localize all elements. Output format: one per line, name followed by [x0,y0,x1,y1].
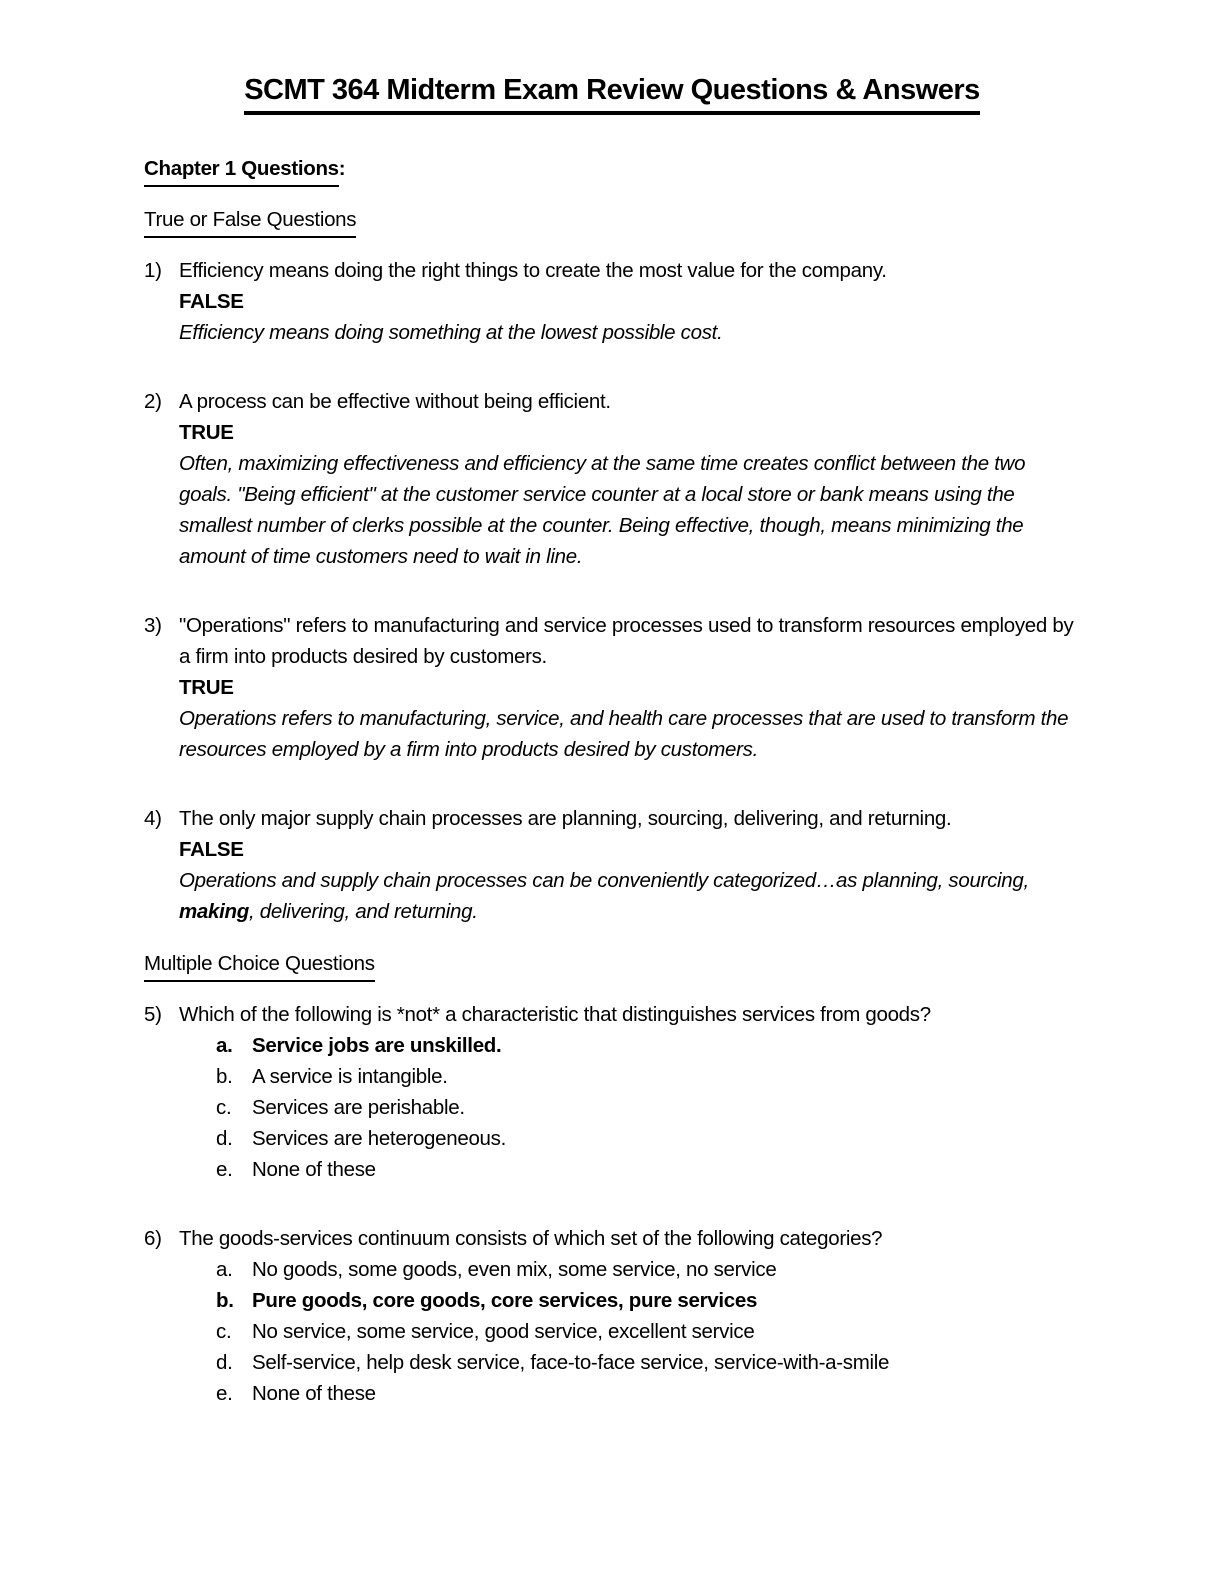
question-text: "Operations" refers to manufacturing and service processes used to transform resources employed by a firm into products desired by customers. [179,614,1074,668]
question-explanation [179,865,1080,927]
question-number: 4) [144,807,162,830]
question-6 [144,1223,1080,1409]
options-list [216,1030,1080,1185]
question-3 [144,610,1080,765]
explanation-part: Often, maximizing effectiveness and efficiency at the same time creates conflict between the two goals. "Being efficient" at the customer service counter at a local store or bank means using the smallest number of clerks possible at the counter. Being effective, though, means minimizing the amount of time customers need to wait in line. [179,452,1026,568]
question-body [179,1223,1080,1409]
option-letter: c. [216,1096,232,1119]
question-text: The goods-services continuum consists of which set of the following categories? [179,1227,883,1250]
section-1 [144,204,1080,927]
question-body [179,999,1080,1185]
question-answer: FALSE [179,838,244,861]
question-text: The only major supply chain processes are planning, sourcing, delivering, and returning. [179,807,952,830]
option-letter: c. [216,1320,232,1343]
question-text: Which of the following is *not* a characteristic that distinguishes services from goods? [179,1003,931,1026]
question-body [179,803,1080,927]
question-body [179,255,1080,348]
question-number: 1) [144,259,162,282]
explanation-part: Operations refers to manufacturing, service, and health care processes that are used to transform the resources employed by a firm into products desired by customers. [179,707,1069,761]
option-text: Pure goods, core goods, core services, pure services [252,1289,758,1312]
option-text: A service is intangible. [252,1065,448,1088]
option-letter: e. [216,1158,233,1181]
question-answer: TRUE [179,676,234,699]
option-a [216,1030,1080,1061]
chapter-heading-colon: : [338,157,346,180]
option-c [216,1316,1080,1347]
explanation-part: , delivering, and returning. [248,900,478,923]
explanation-part: Efficiency means doing something at the lowest possible cost. [179,321,723,344]
question-body [179,610,1080,765]
question-text: A process can be effective without being efficient. [179,390,611,413]
option-letter: a. [216,1034,233,1057]
option-d [216,1347,1080,1378]
question-explanation [179,317,1080,348]
chapter-heading [144,153,1080,187]
page-title [144,72,1080,115]
question-explanation [179,448,1080,572]
option-text: None of these [252,1382,376,1405]
question-5 [144,999,1080,1185]
option-e [216,1154,1080,1185]
option-b [216,1285,1080,1316]
option-text: Service jobs are unskilled. [252,1034,502,1057]
option-letter: b. [216,1289,234,1312]
question-number: 3) [144,614,162,637]
question-number: 2) [144,390,162,413]
question-2 [144,386,1080,572]
question-body [179,386,1080,572]
section-heading-text: True or False Questions [144,204,356,238]
option-letter: a. [216,1258,233,1281]
question-number: 6) [144,1227,162,1250]
question-answer: TRUE [179,421,234,444]
option-text: Services are perishable. [252,1096,465,1119]
question-text: Efficiency means doing the right things to create the most value for the company. [179,259,887,282]
option-d [216,1123,1080,1154]
question-number: 5) [144,1003,162,1026]
option-e [216,1378,1080,1409]
section-heading [144,948,1080,982]
question-4 [144,803,1080,927]
section-heading-text: Multiple Choice Questions [144,948,375,982]
option-text: No goods, some goods, even mix, some service, no service [252,1258,777,1281]
option-b [216,1061,1080,1092]
page-title-text: SCMT 364 Midterm Exam Review Questions & Answers [244,72,980,115]
question-explanation [179,703,1080,765]
option-letter: d. [216,1127,233,1150]
question-1 [144,255,1080,348]
option-letter: b. [216,1065,233,1088]
sections [144,204,1080,1409]
option-text: Services are heterogeneous. [252,1127,507,1150]
explanation-part: making [179,900,249,923]
option-text: No service, some service, good service, excellent service [252,1320,755,1343]
section-heading [144,204,1080,238]
option-text: None of these [252,1158,376,1181]
option-text: Self-service, help desk service, face-to-face service, service-with-a-smile [252,1351,890,1374]
explanation-part: Operations and supply chain processes can be conveniently categorized…as planning, sourcing, [179,869,1029,892]
options-list [216,1254,1080,1409]
question-answer: FALSE [179,290,244,313]
option-letter: d. [216,1351,233,1374]
option-c [216,1092,1080,1123]
option-a [216,1254,1080,1285]
option-letter: e. [216,1382,233,1405]
section-2 [144,948,1080,1409]
chapter-heading-text: Chapter 1 Questions [144,153,339,187]
